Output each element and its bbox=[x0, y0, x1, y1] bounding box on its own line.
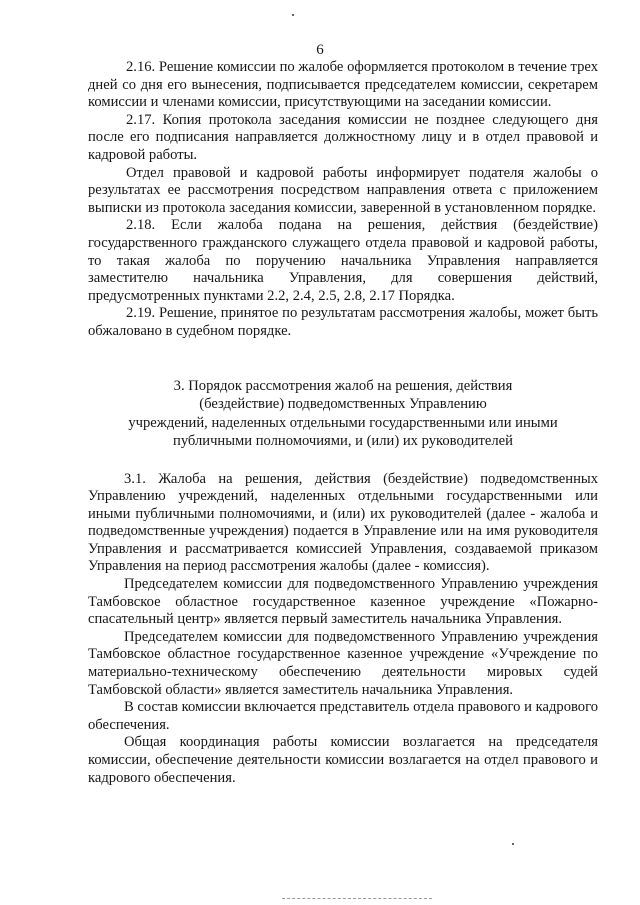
paragraph-2-16: 2.16. Решение комиссии по жалобе оформляется протоколом в течение трех дней со дня его вынесения, подписывается председателем комиссии, секретарем комиссии и членами комиссии, присутствующими на заседании комиссии. bbox=[88, 59, 598, 111]
paragraph-chairman-fire-center: Председателем комиссии для подведомственного Управлению учреждения Тамбовское областное государственное казенное учреждение «Пожарно-спасательный центр» является первый заместитель начальника Управления. bbox=[88, 576, 598, 628]
section-3-heading bbox=[88, 377, 598, 451]
paragraph-chairman-courts-support: Председателем комиссии для подведомственного Управлению учреждения Тамбовское областное государственное казенное учреждение «Учреждение по материально-техническому обеспечению деятельности мировых судей Тамбовской области» является заместитель начальника Управления. bbox=[88, 628, 598, 698]
scan-speck bbox=[512, 843, 514, 845]
heading-line: публичными полномочиями, и (или) их руководителей bbox=[173, 433, 513, 449]
heading-line: 3. Порядок рассмотрения жалоб на решения, действия bbox=[173, 377, 513, 394]
heading-line: учреждений, наделенных отдельными государственными или иными bbox=[128, 414, 558, 431]
scan-edge-mark bbox=[282, 898, 432, 901]
paragraph-commission-members: В состав комиссии включается представитель отдела правового и кадрового обеспечения. bbox=[88, 699, 598, 733]
heading-line: (бездействие) подведомственных Управлению bbox=[199, 396, 487, 412]
page-number: 6 bbox=[316, 42, 324, 58]
document-body bbox=[88, 59, 598, 787]
paragraph-2-18: 2.18. Если жалоба подана на решения, действия (бездействие) государственного гражданского служащего отдела правовой и кадровой работы, то такая жалоба по поручению начальника Управления направляется заместителю начальника Управления, для совершения действий, предусмотренных пунктами 2.2, 2.4, 2.5, 2.8, 2.17 Порядка. bbox=[88, 217, 598, 304]
paragraph-coordination: Общая координация работы комиссии возлагается на председателя комиссии, обеспечение деятельности комиссии возлагается на отдел правового и кадрового обеспечения. bbox=[88, 734, 598, 786]
scan-speck bbox=[292, 14, 294, 16]
paragraph-3-1: 3.1. Жалоба на решения, действия (бездействие) подведомственных Управлению учреждений, наделенных отдельными государственными или иными публичными полномочиями, и (или) их руководителей (далее - жалоба и подведомственные учреждения) подается в Управление или на имя руководителя Управления и рассматривается комиссией Управления, создаваемой приказом Управления на период рассмотрения жалобы (далее - комиссия). bbox=[88, 470, 598, 575]
paragraph-2-19: 2.19. Решение, принятое по результатам рассмотрения жалобы, может быть обжаловано в судебном порядке. bbox=[88, 305, 598, 339]
paragraph-2-17: 2.17. Копия протокола заседания комиссии не позднее следующего дня после его подписания направляется должностному лицу и в отдел правовой и кадровой работы. bbox=[88, 111, 598, 163]
paragraph-notification: Отдел правовой и кадровой работы информирует подателя жалобы о результатах ее рассмотрения посредством направления ответа с приложением выписки из протокола заседания комиссии, заверенной в установленном порядке. bbox=[88, 164, 598, 216]
section-spacer bbox=[88, 451, 598, 471]
section-spacer bbox=[88, 341, 598, 377]
